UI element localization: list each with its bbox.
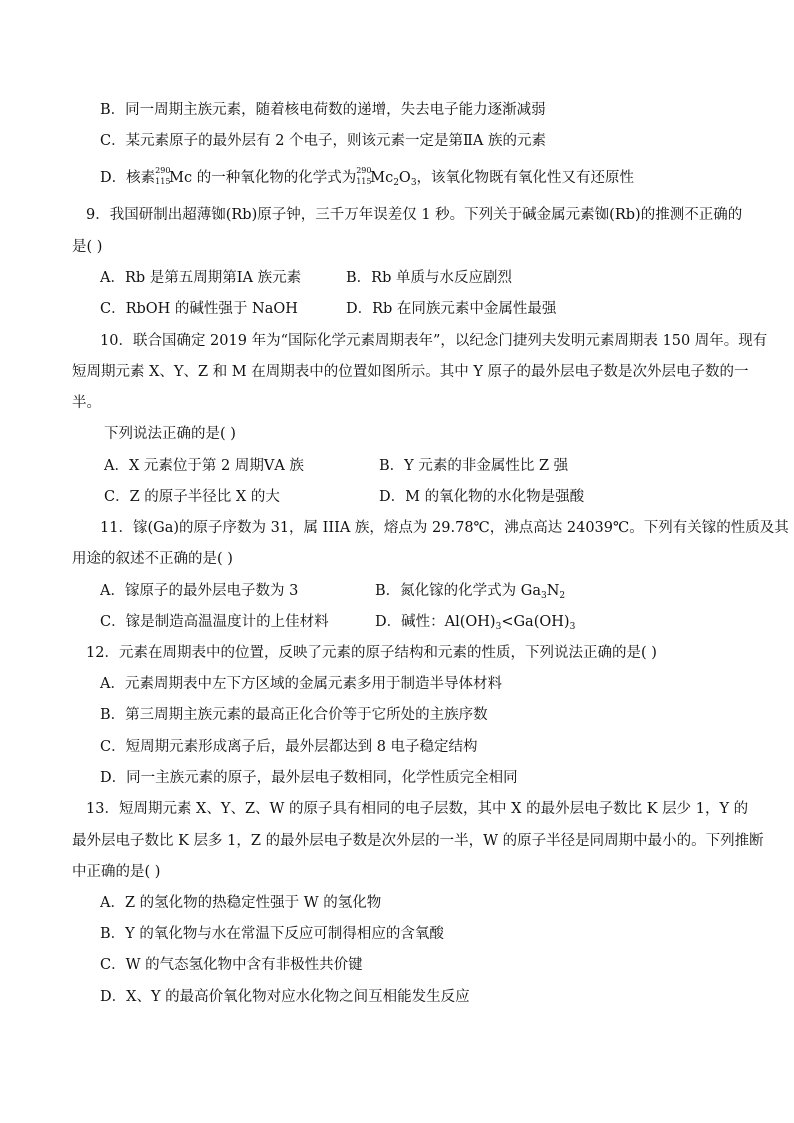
subscript: 3: [569, 622, 576, 632]
q8-option-c: C．某元素原子的最外层有 2 个电子，则该元素一定是第ⅡA 族的元素: [100, 133, 546, 149]
q13-option-d: D．X、Y 的最高价氧化物对应水化物之间互相能发生反应: [100, 989, 470, 1005]
nuclide-mass-number: 290: [155, 166, 171, 175]
nuclide-atomic-number: 115: [155, 177, 171, 186]
q13-option-b: B．Y 的氧化物与水在常温下反应可制得相应的含氧酸: [100, 926, 444, 942]
q8-option-d-text-g: ，该氧化物既有氧化性又有还原性: [416, 170, 635, 186]
q11-stem-line2: 用途的叙述不正确的是( ): [72, 551, 233, 567]
q8-option-d-text-a: D．核素: [100, 170, 156, 186]
q10-question: 下列说法正确的是( ): [104, 426, 236, 442]
q10-stem-line2: 短周期元素 X、Y、Z 和 M 在周期表中的位置如图所示。其中 Y 原子的最外层电子数是次外层电子数的一: [72, 364, 749, 380]
subscript: 3: [541, 591, 547, 601]
q11-option-b-text: B．氮化镓的化学式为 Ga: [375, 583, 541, 599]
q8-option-d-text-e: O: [398, 170, 411, 186]
subscript: 3: [410, 178, 417, 188]
q12-option-d: D．同一主族元素的原子，最外层电子数相同，化学性质完全相同: [100, 770, 518, 786]
nuclide-atomic-number-2: 115: [356, 177, 372, 186]
q11-option-b: [375, 581, 565, 606]
nuclide-notation: [155, 168, 169, 188]
subscript: 3: [495, 622, 502, 632]
q13-option-c: C．W 的气态氢化物中含有非极性共价键: [100, 957, 363, 973]
subscript: 2: [393, 178, 399, 188]
q12-option-b: B．第三周期主族元素的最高正化合价等于它所处的主族序数: [100, 707, 488, 723]
q10-stem-line1: 10．联合国确定 2019 年为“国际化学元素周期表年”，以纪念门捷列夫发明元素周期表 150 周年。现有: [100, 333, 768, 349]
q11-option-d-text: D．碱性：Al(OH): [375, 614, 496, 630]
q12-option-a: A．元素周期表中左下方区域的金属元素多用于制造半导体材料: [100, 676, 502, 692]
q11-option-d: [375, 612, 575, 637]
q10-option-b: B．Y 元素的非金属性比 Z 强: [379, 458, 569, 474]
q12-stem: 12．元素在周期表中的位置，反映了元素的原子结构和元素的性质，下列说法正确的是( ): [86, 645, 657, 661]
q11-option-d-ga: <Ga(OH): [501, 614, 570, 630]
q11-option-b-n: N: [546, 583, 560, 599]
q12-option-c: C．短周期元素形成离子后，最外层都达到 8 电子稳定结构: [100, 739, 478, 755]
q11-option-a: A．镓原子的最外层电子数为 3: [100, 583, 299, 599]
q13-option-a: A．Z 的氢化物的热稳定性强于 W 的氢化物: [100, 895, 382, 911]
q13-stem-line1: 13．短周期元素 X、Y、Z、W 的原子具有相同的电子层数，其中 X 的最外层电子数比 K 层少 1，Y 的: [86, 801, 749, 817]
q11-stem-line1: 11．镓(Ga)的原子序数为 31，属 IIIA 族，熔点为 29.78℃，沸点高达 24039℃。下列有关镓的性质及其: [100, 520, 789, 536]
q13-stem-line3: 中正确的是( ): [72, 864, 161, 880]
q10-option-d: D．M 的氧化物的水化物是强酸: [379, 489, 585, 505]
nuclide-mass-number-2: 290: [356, 166, 372, 175]
q9-option-d: D．Rb 在同族元素中金属性最强: [346, 301, 557, 317]
q8-option-d-text-c: Mc: [370, 170, 394, 186]
q8-option-d-text-b: Mc 的一种氧化物的化学式为: [169, 170, 357, 186]
q11-option-c: C．镓是制造高温温度计的上佳材料: [100, 614, 329, 630]
q9-stem-line2: 是( ): [72, 239, 103, 255]
q10-option-a: A．X 元素位于第 2 周期ⅤA 族: [104, 458, 304, 474]
q8-option-b: B．同一周期主族元素，随着核电荷数的递增，失去电子能力逐渐减弱: [100, 102, 546, 118]
q13-stem-line2: 最外层电子数比 K 层多 1，Z 的最外层电子数是次外层的一半，W 的原子半径是同周期中最小的。下列推断: [72, 833, 764, 849]
q9-option-b: B．Rb 单质与水反应剧烈: [346, 270, 512, 286]
nuclide-notation-2: [356, 168, 370, 188]
q10-stem-line3: 半。: [72, 395, 101, 411]
q8-option-d: [100, 168, 634, 193]
q9-stem-line1: 9．我国研制出超薄铷(Rb)原子钟，三千万年误差仅 1 秒。下列关于碱金属元素铷(Rb)的推测不正确的: [86, 207, 743, 223]
q10-option-c: C．Z 的原子半径比 X 的大: [104, 489, 280, 505]
q9-option-a: A．Rb 是第五周期第ⅠA 族元素: [100, 270, 302, 286]
subscript: 2: [559, 591, 566, 601]
q9-option-c: C．RbOH 的碱性强于 NaOH: [100, 301, 298, 317]
